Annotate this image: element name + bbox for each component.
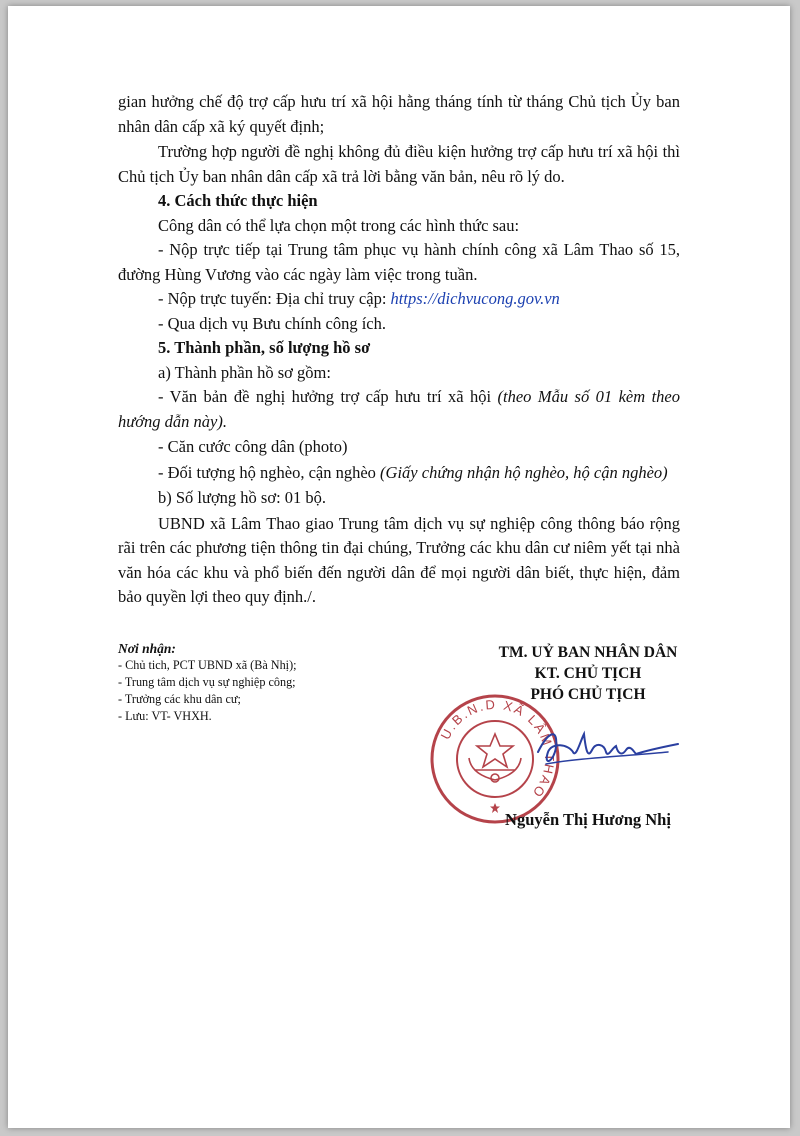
poor-household-note: (Giấy chứng nhận hộ nghèo, hộ cận nghèo) bbox=[380, 462, 668, 482]
svg-text:U.B.N.D XÃ LÂM THAO: U.B.N.D XÃ LÂM THAO bbox=[437, 696, 558, 802]
paragraph-submit-online bbox=[118, 287, 680, 312]
paragraph-dossier-components: a) Thành phần hồ sơ gồm: bbox=[158, 362, 331, 382]
signature-line-2: KT. CHỦ TỊCH bbox=[534, 665, 642, 682]
paragraph-announcement: UBND xã Lâm Thao giao Trung tâm dịch vụ sự nghiệp công thông báo rộng rãi trên các phương tiện thông tin đại chúng, Trưởng các khu dân cư niêm yết tại nhà văn hóa các khu và phổ biến đến người dân để mọi người dân biết, thực hiện, đảm bảo quyền lợi theo quy định./. bbox=[118, 513, 680, 606]
paragraph-poor-household bbox=[118, 461, 680, 486]
paragraph-benefit-start: gian hưởng chế độ trợ cấp hưu trí xã hội hằng tháng tính từ tháng Chủ tịch Ủy ban nhân dân cấp xã ký quyết định; bbox=[118, 92, 680, 136]
poor-household-text: - Đối tượng hộ nghèo, cận nghèo bbox=[158, 462, 381, 482]
paragraph-id-card: - Căn cước công dân (photo) bbox=[158, 437, 348, 456]
signature-line-3: PHÓ CHỦ TỊCH bbox=[530, 686, 646, 703]
recipient-item: - Trung tâm dịch vụ sự nghiệp công; bbox=[118, 675, 296, 689]
recipients-block bbox=[118, 640, 418, 725]
heading-section-5: 5. Thành phần, số lượng hồ sơ bbox=[158, 338, 371, 357]
paragraph-submit-direct: - Nộp trực tiếp tại Trung tâm phục vụ hành chính công xã Lâm Thao số 15, đường Hùng Vương vào các ngày làm việc trong tuần. bbox=[118, 240, 680, 284]
recipient-item: - Lưu: VT- VHXH. bbox=[118, 709, 212, 723]
recipient-item: - Chủ tich, PCT UBND xã (Bà Nhị); bbox=[118, 658, 297, 672]
signature-line-1: TM. UỶ BAN NHÂN DÂN bbox=[498, 644, 678, 661]
paragraph-submit-postal: - Qua dịch vụ Bưu chính công ích. bbox=[158, 313, 386, 333]
submit-online-label: - Nộp trực tuyến: Địa chỉ truy cập: bbox=[158, 289, 391, 308]
paragraph-dossier-count: b) Số lượng hồ sơ: 01 bộ. bbox=[158, 488, 327, 507]
document-page bbox=[8, 6, 790, 1128]
request-form-text: - Văn bản đề nghị hưởng trợ cấp hưu trí xã hội bbox=[158, 387, 498, 406]
document-body bbox=[118, 90, 680, 610]
signer-name: Nguyễn Thị Hương Nhị bbox=[505, 810, 671, 829]
paragraph-request-form bbox=[118, 385, 680, 434]
handwritten-signature-icon bbox=[518, 722, 688, 782]
paragraph-ineligible: Trường hợp người đề nghị không đủ điều kiện hưởng trợ cấp hưu trí xã hội thì Chủ tịch Ủy ban nhân dân cấp xã trả lời bằng văn bản, nêu rõ lý do. bbox=[118, 142, 680, 186]
recipient-item: - Trưởng các khu dân cư; bbox=[118, 692, 241, 706]
recipients-title: Nơi nhận: bbox=[118, 641, 176, 656]
paragraph-options-intro: Công dân có thể lựa chọn một trong các hình thức sau: bbox=[158, 215, 520, 235]
request-form-note: (theo Mẫu số 01 kèm theo hướng dẫn này). bbox=[118, 387, 680, 431]
heading-section-4: 4. Cách thức thực hiện bbox=[158, 191, 318, 210]
public-service-link[interactable]: https://dichvucong.gov.vn bbox=[390, 289, 560, 308]
